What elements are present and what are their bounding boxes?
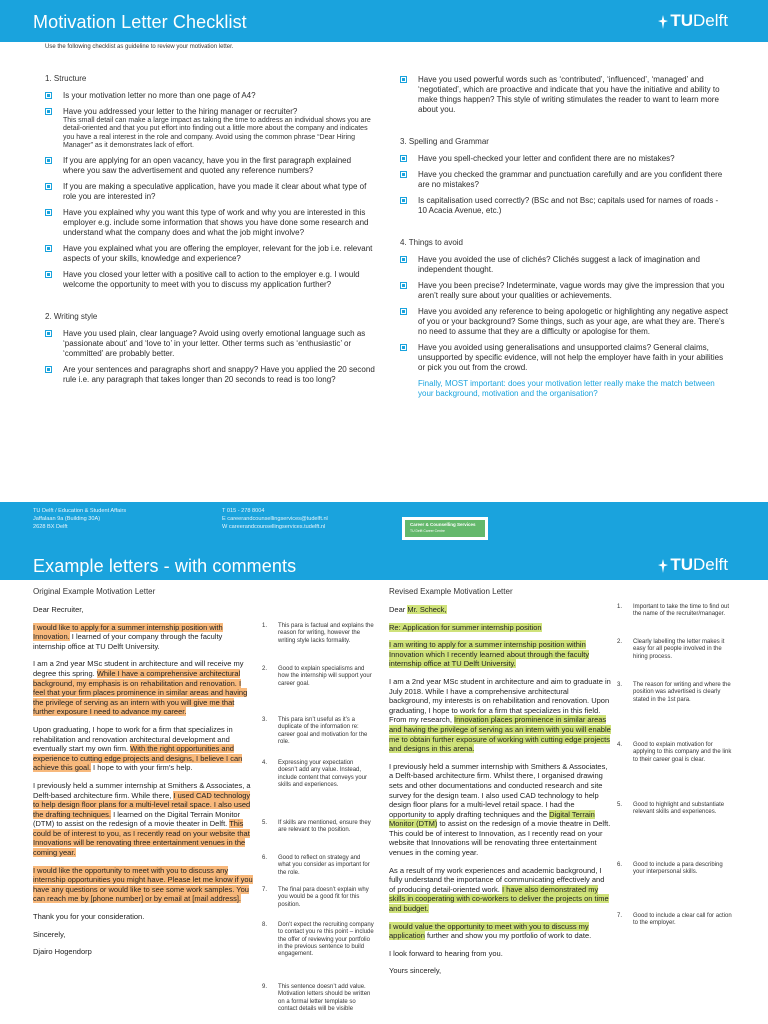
comment [617, 604, 735, 619]
comment [617, 913, 735, 928]
section-structure [45, 74, 375, 290]
checklist-item [45, 91, 375, 101]
examples-header-banner [0, 546, 768, 580]
text: I learned on the Digital Terrain Monitor (DTM) to assist on the redesign of a movie theater in Delft. [33, 809, 241, 829]
item-text: Have you spell-checked your letter and confident there are no mistakes? [418, 154, 675, 163]
comment [262, 623, 374, 645]
text: Upon graduating, I hope to work for a firm that specializes in rehabilitation and renovation architectural development and eventually start my own firm. [33, 724, 233, 754]
subject-line [389, 623, 611, 633]
footer-line: Jaffalaan 9a (Building 30A) [33, 516, 101, 522]
item-text: Is capitalisation used correctly? (BSc and not Bsc; capitals used for names of roads - 10 Acacia Avenue, etc.) [418, 196, 719, 215]
footer-line: 2628 BX Delft [33, 524, 68, 530]
item-text: Have you avoided using generalisations and unsupported claims? General claims, unsupported by specific evidence, will not help the employer have faith in your abilities or pick you out from the crowd. [418, 343, 724, 372]
highlight: I have also demonstrated my skills in cooperating with co-workers to deliver the projects on time and budget. [389, 884, 609, 914]
logo-tu-text: TU [670, 11, 694, 30]
tudelft-logo [657, 12, 728, 29]
text: I hope to with your firm’s help. [90, 763, 193, 773]
comment-text: Good to reflect on strategy and what you consider as important for the role. [278, 855, 370, 876]
career-services-badge [402, 517, 488, 540]
text: Dear [389, 605, 408, 614]
highlight: Digital Terrain Monitor (DTM) [389, 809, 595, 829]
checkbox-icon[interactable] [400, 171, 407, 178]
closing: Sincerely, [33, 929, 66, 939]
comment-number: 6. [262, 855, 268, 861]
checkbox-icon[interactable] [400, 344, 407, 351]
page-footer [0, 502, 768, 546]
checkbox-icon[interactable] [45, 330, 52, 337]
section-things-to-avoid [400, 238, 728, 373]
comment-text: Expressing your expectation doesn’t add any value. Instead, include content that conveys your skills and experiences. [278, 760, 368, 788]
comment-text: Good to explain motivation for applying to this company and the link to their career goal is clear. [633, 742, 732, 763]
paragraph [33, 866, 255, 904]
checklist-item [45, 208, 375, 238]
checklist-title: Motivation Letter Checklist [33, 12, 247, 32]
badge-title: Career & Counselling Services [410, 522, 476, 527]
checkbox-icon[interactable] [400, 197, 407, 204]
checkbox-icon[interactable] [400, 256, 407, 263]
checkbox-icon[interactable] [45, 209, 52, 216]
tudelft-flame-icon [657, 15, 669, 29]
comment-number: 1. [262, 623, 268, 629]
highlight: I used CAD technology to help design floor plans for a multi-level retail space. I also used the drafting techniques. [33, 790, 251, 819]
comment-number: 3. [262, 717, 268, 723]
final-note: Finally, MOST important: does your motivation letter really make the match between your background, motivation and the organisation? [418, 379, 715, 398]
highlight: Innovation places prominence in similar areas and having the privilege of serving as an intern with you will enable me to obtain further exposure of working with cutting edge projects and designs in this arena. [389, 715, 611, 754]
paragraph [389, 640, 611, 669]
checklist-item [45, 156, 375, 176]
footer-line: TU Delft / Education & Student Affairs [33, 508, 127, 514]
revised-letter [389, 605, 611, 984]
checklist-item [400, 343, 728, 373]
original-letter [33, 605, 255, 965]
comment [262, 855, 374, 877]
checklist-item [400, 255, 728, 275]
checklist-right-column [400, 75, 728, 399]
comment-text: This para is factual and explains the reason for writing, however the writing style lacks formality. [278, 623, 374, 644]
checklist-item [400, 307, 728, 337]
comment-number: 9. [262, 984, 268, 990]
salutation: Dear Recruiter, [33, 605, 84, 614]
text: I am a 2nd year MSc student in architecture and will receive my degree this spring. [33, 659, 244, 678]
checklist-item [400, 75, 728, 115]
comment [617, 639, 735, 661]
checklist-item [400, 281, 728, 301]
checkbox-icon[interactable] [45, 108, 52, 115]
paragraph [389, 762, 611, 858]
checklist-item [45, 365, 375, 385]
comment-text: This sentence doesn’t add value. Motivation letters should be written on a formal letter template so contact details will be visible [278, 984, 371, 1012]
checklist-item [45, 244, 375, 264]
item-text: Have you addressed your letter to the hiring manager or recruiter? [63, 107, 298, 116]
text: I am a 2nd year MSc student in architecture and aim to graduate in July 2018. While I have a comprehensive architectural background, my interests is on rehabilitation and renovation. Upon graduating, I hope to work for a firm that specializes in this field. From my research, [389, 676, 611, 725]
comment [617, 802, 735, 817]
text: I learned of your company through the faculty internship office at TU Delft University. [33, 632, 223, 651]
original-letter-heading: Original Example Motivation Letter [33, 587, 156, 596]
section-title: 4. Things to avoid [400, 238, 464, 247]
comment-number: 2. [262, 666, 268, 672]
comment [262, 820, 374, 835]
comment-text: Good to highlight and substantiate relevant skills and experiences. [633, 802, 725, 816]
checkbox-icon[interactable] [400, 282, 407, 289]
comment-number: 4. [262, 760, 268, 766]
highlight: I would like the opportunity to meet with you to discuss any internship opportunities you might have. Please let me know if you have any questions or would like to see some work samples. You can reach me by [phone number] or by email at [mail address]. [33, 865, 253, 904]
text: As a result of my work experiences and academic background, I fully understand the importance of communicating effectively and of producing detail-oriented work. [389, 865, 605, 894]
item-text: Have you avoided the use of clichés? Clichés suggest a lack of imagination and independent thought. [418, 255, 700, 274]
checkbox-icon[interactable] [400, 308, 407, 315]
item-text: Have you been precise? Indeterminate, vague words may give the impression that you aren’t really sure about your qualities or achievements. [418, 281, 725, 300]
tudelft-logo [657, 556, 728, 573]
badge-subtitle: TU Delft Career Centre [410, 529, 445, 533]
highlight: While I have a comprehensive architectural background, my emphasis is on rehabilitation and renovation. I feel that your firm places prominence in similar areas and having the privilege of serving as an intern with you will give me that further exposure I need to advance my career. [33, 668, 248, 717]
logo-tu-text: TU [670, 555, 694, 574]
highlight: Re: Application for summer internship position [389, 622, 542, 632]
paragraph [33, 659, 255, 717]
checklist-item [400, 154, 728, 164]
item-text: If you are making a speculative application, have you made it clear about what type of role you are interested in? [63, 182, 367, 202]
comment-text: Good to include a clear call for action to the employer. [633, 913, 732, 927]
checkbox-icon[interactable] [45, 92, 52, 99]
footer-website[interactable]: W careerandcounsellingservices.tudelft.nl [222, 524, 326, 530]
comment-text: Clearly labelling the letter makes it easy for all people involved in the hiring process. [633, 639, 725, 660]
comment-text: If skills are mentioned, ensure they are relevant to the position. [278, 820, 371, 834]
paragraph [33, 781, 255, 858]
item-text: Have you closed your letter with a positive call to action to the employer e.g. I would welcome the opportunity to meet with you to discuss my application further? [63, 270, 360, 290]
comment-number: 5. [617, 802, 623, 808]
checklist-header-banner [0, 0, 768, 42]
revised-letter-heading: Revised Example Motivation Letter [389, 587, 513, 596]
text: to assist on the redesign of a movie theatre in Delft. This could be of interest to Innovation, as I recently read on your website that Innovations will be renovating three entertainment venues in the coming year. [389, 819, 611, 858]
comment-number: 7. [617, 913, 623, 919]
footer-contact [222, 507, 328, 531]
checklist-left-column [45, 74, 375, 391]
checkbox-icon[interactable] [45, 271, 52, 278]
item-text: Is your motivation letter no more than one page of A4? [63, 91, 256, 100]
checkbox-icon[interactable] [45, 183, 52, 190]
text: I previously held a summer internship with Smithers & Associates, a Delft-based architecture firm. Whilst there, I organised drawing sets and other documentations and conducted research and site survey for the design team. I also used CAD technology to help design floor plans for a multi-level retail space. I had the opportunity to apply drafting techniques and the [389, 761, 608, 819]
paragraph [389, 866, 611, 914]
section-spelling-grammar [400, 137, 728, 216]
checklist-item [45, 329, 375, 359]
checkbox-icon[interactable] [45, 366, 52, 373]
comment-text: Important to take the time to find out the name of the recruiter/manager. [633, 604, 730, 618]
badge-bar [405, 520, 485, 537]
item-text: Have you explained what you are offering the employer, relevant for the job i.e. relevant aspects of your skills, knowledge and experience? [63, 244, 373, 264]
signature-name: Djairo Hogendorp [33, 947, 92, 957]
item-text: Have you used plain, clear language? Avoid using overly emotional language such as ‘passionate about’ and ‘love to’ in your letter. Other terms such as ‘enthusiastic’ or ‘committed’ are probably better. [63, 329, 366, 359]
checkbox-icon[interactable] [45, 157, 52, 164]
comment [262, 717, 374, 746]
comment-number: 2. [617, 639, 623, 645]
thanks-line: Thank you for your consideration. [33, 912, 145, 922]
comment-text: Good to include a para describing your interpersonal skills. [633, 862, 723, 876]
checkbox-icon[interactable] [45, 245, 52, 252]
comment-number: 5. [262, 820, 268, 826]
comment-number: 7. [262, 887, 268, 893]
salutation [389, 605, 611, 615]
comment [617, 862, 735, 877]
footer-email[interactable]: E careerandcounsellingservices@tudelft.nl [222, 516, 328, 522]
comment [617, 682, 735, 704]
text: I previously held a summer internship at Smithers & Associates, a Delft-based architecture firm. While there, [33, 780, 251, 800]
comment-number: 3. [617, 682, 623, 688]
comment-number: 8. [262, 922, 268, 928]
comment [262, 666, 374, 688]
item-note: This small detail can make a large impact as taking the time to address an individual shows you are detail-oriented and that you put effort into finding out a little more about the company and indicates you have a real interest in the role and company. Avoid using the common phrase “Dear Hiring Manager” as it demonstrates lack of effort. [63, 117, 371, 149]
item-text: Have you explained why you want this type of work and why you are interested in this employer e.g. include some information that shows you have done some research and understand what the company does and what the job might involve? [63, 208, 369, 238]
item-text: Have you avoided any reference to being apologetic or highlighting any negative aspect of you or your background? Some things, such as your age, are what they are. There’s no need to assume that they are a difficulty or apologise for them. [418, 307, 728, 336]
comment-number: 1. [617, 604, 623, 610]
examples-title: Example letters - with comments [33, 556, 297, 576]
comment-text: This para isn’t useful as it’s a duplicate of the information re: career goal and motivation for the role. [278, 717, 368, 745]
logo-delft-text: Delft [693, 11, 728, 30]
paragraph [33, 725, 255, 773]
comment [617, 742, 735, 764]
checkbox-icon[interactable] [400, 76, 407, 83]
checklist-item [45, 107, 375, 150]
section-title: 3. Spelling and Grammar [400, 137, 489, 146]
closing: Yours sincerely, [389, 966, 442, 976]
text: further and show you my portfolio of work to date. [424, 931, 592, 941]
comment [262, 887, 374, 909]
comment-number: 4. [617, 742, 623, 748]
highlight: This could be of interest to you, as I recently read on your website that Innovations will be renovating three entertainment venues in the coming year. [33, 819, 250, 858]
comment-text: Good to explain specialisms and how the internship will support your career goal. [278, 666, 372, 687]
section-writing-style [45, 312, 375, 385]
checklist-item [45, 270, 375, 290]
comment [262, 922, 374, 958]
comment [262, 760, 374, 789]
comment [262, 984, 374, 1013]
section-title: 2. Writing style [45, 312, 98, 322]
comment-text: The reason for writing and where the position was advertised is clearly stated in the 1st para. [633, 682, 731, 703]
paragraph [389, 677, 611, 754]
item-text: Have you used powerful words such as ‘contributed’, ‘influenced’, ‘managed’ and ‘negotiated’, which are proactive and indicate that you have the initiative and ability to make things happen? This style of writing stimulates the reader to want to learn more about you. [418, 75, 720, 114]
footer-phone: T 015 - 278 8004 [222, 508, 265, 514]
checklist-intro: Use the following checklist as guideline to review your motivation letter. [45, 44, 234, 50]
tudelft-flame-icon [657, 559, 669, 573]
highlight: I am writing to apply for a summer internship position within Innovation which I recently learned about through the faculty internship office at TU Delft University. [389, 640, 590, 669]
checklist-item [400, 196, 728, 216]
highlight: Mr. Scheck, [407, 605, 447, 614]
item-text: Are your sentences and paragraphs short and snappy? Have you applied the 20 second rule i.e. any paragraph that takes longer than 20 seconds to read is too long? [63, 365, 375, 385]
item-text: Have you checked the grammar and punctuation carefully and are you confident there are no mistakes? [418, 170, 723, 189]
item-text: If you are applying for an open vacancy, have you in the first paragraph explained where you saw the advertisement and quoted any reference numbers? [63, 156, 352, 176]
look-forward-line: I look forward to hearing from you. [389, 948, 503, 958]
checkbox-icon[interactable] [400, 155, 407, 162]
checklist-item [400, 170, 728, 190]
highlight: With the right opportunities and experience to cutting edge projects and designs, I believe I can achieve this goal. [33, 744, 243, 773]
logo-delft-text: Delft [693, 555, 728, 574]
paragraph [33, 623, 255, 652]
checklist-item [45, 182, 375, 202]
comment-text: Don’t expect the recruiting company to contact you re this point – include the offer of reviewing your portfolio in the previous sentence to build engagement. [278, 922, 374, 958]
comment-text: The final para doesn’t explain why you would be a good fit for this position. [278, 887, 369, 908]
paragraph [389, 922, 611, 941]
footer-address [33, 507, 126, 531]
section-title: 1. Structure [45, 74, 87, 83]
highlight: I would like to apply for a summer internship position with Innovation. [33, 622, 223, 642]
comment-number: 6. [617, 862, 623, 868]
highlight: I would value the opportunity to meet with you to discuss my application [389, 921, 589, 941]
